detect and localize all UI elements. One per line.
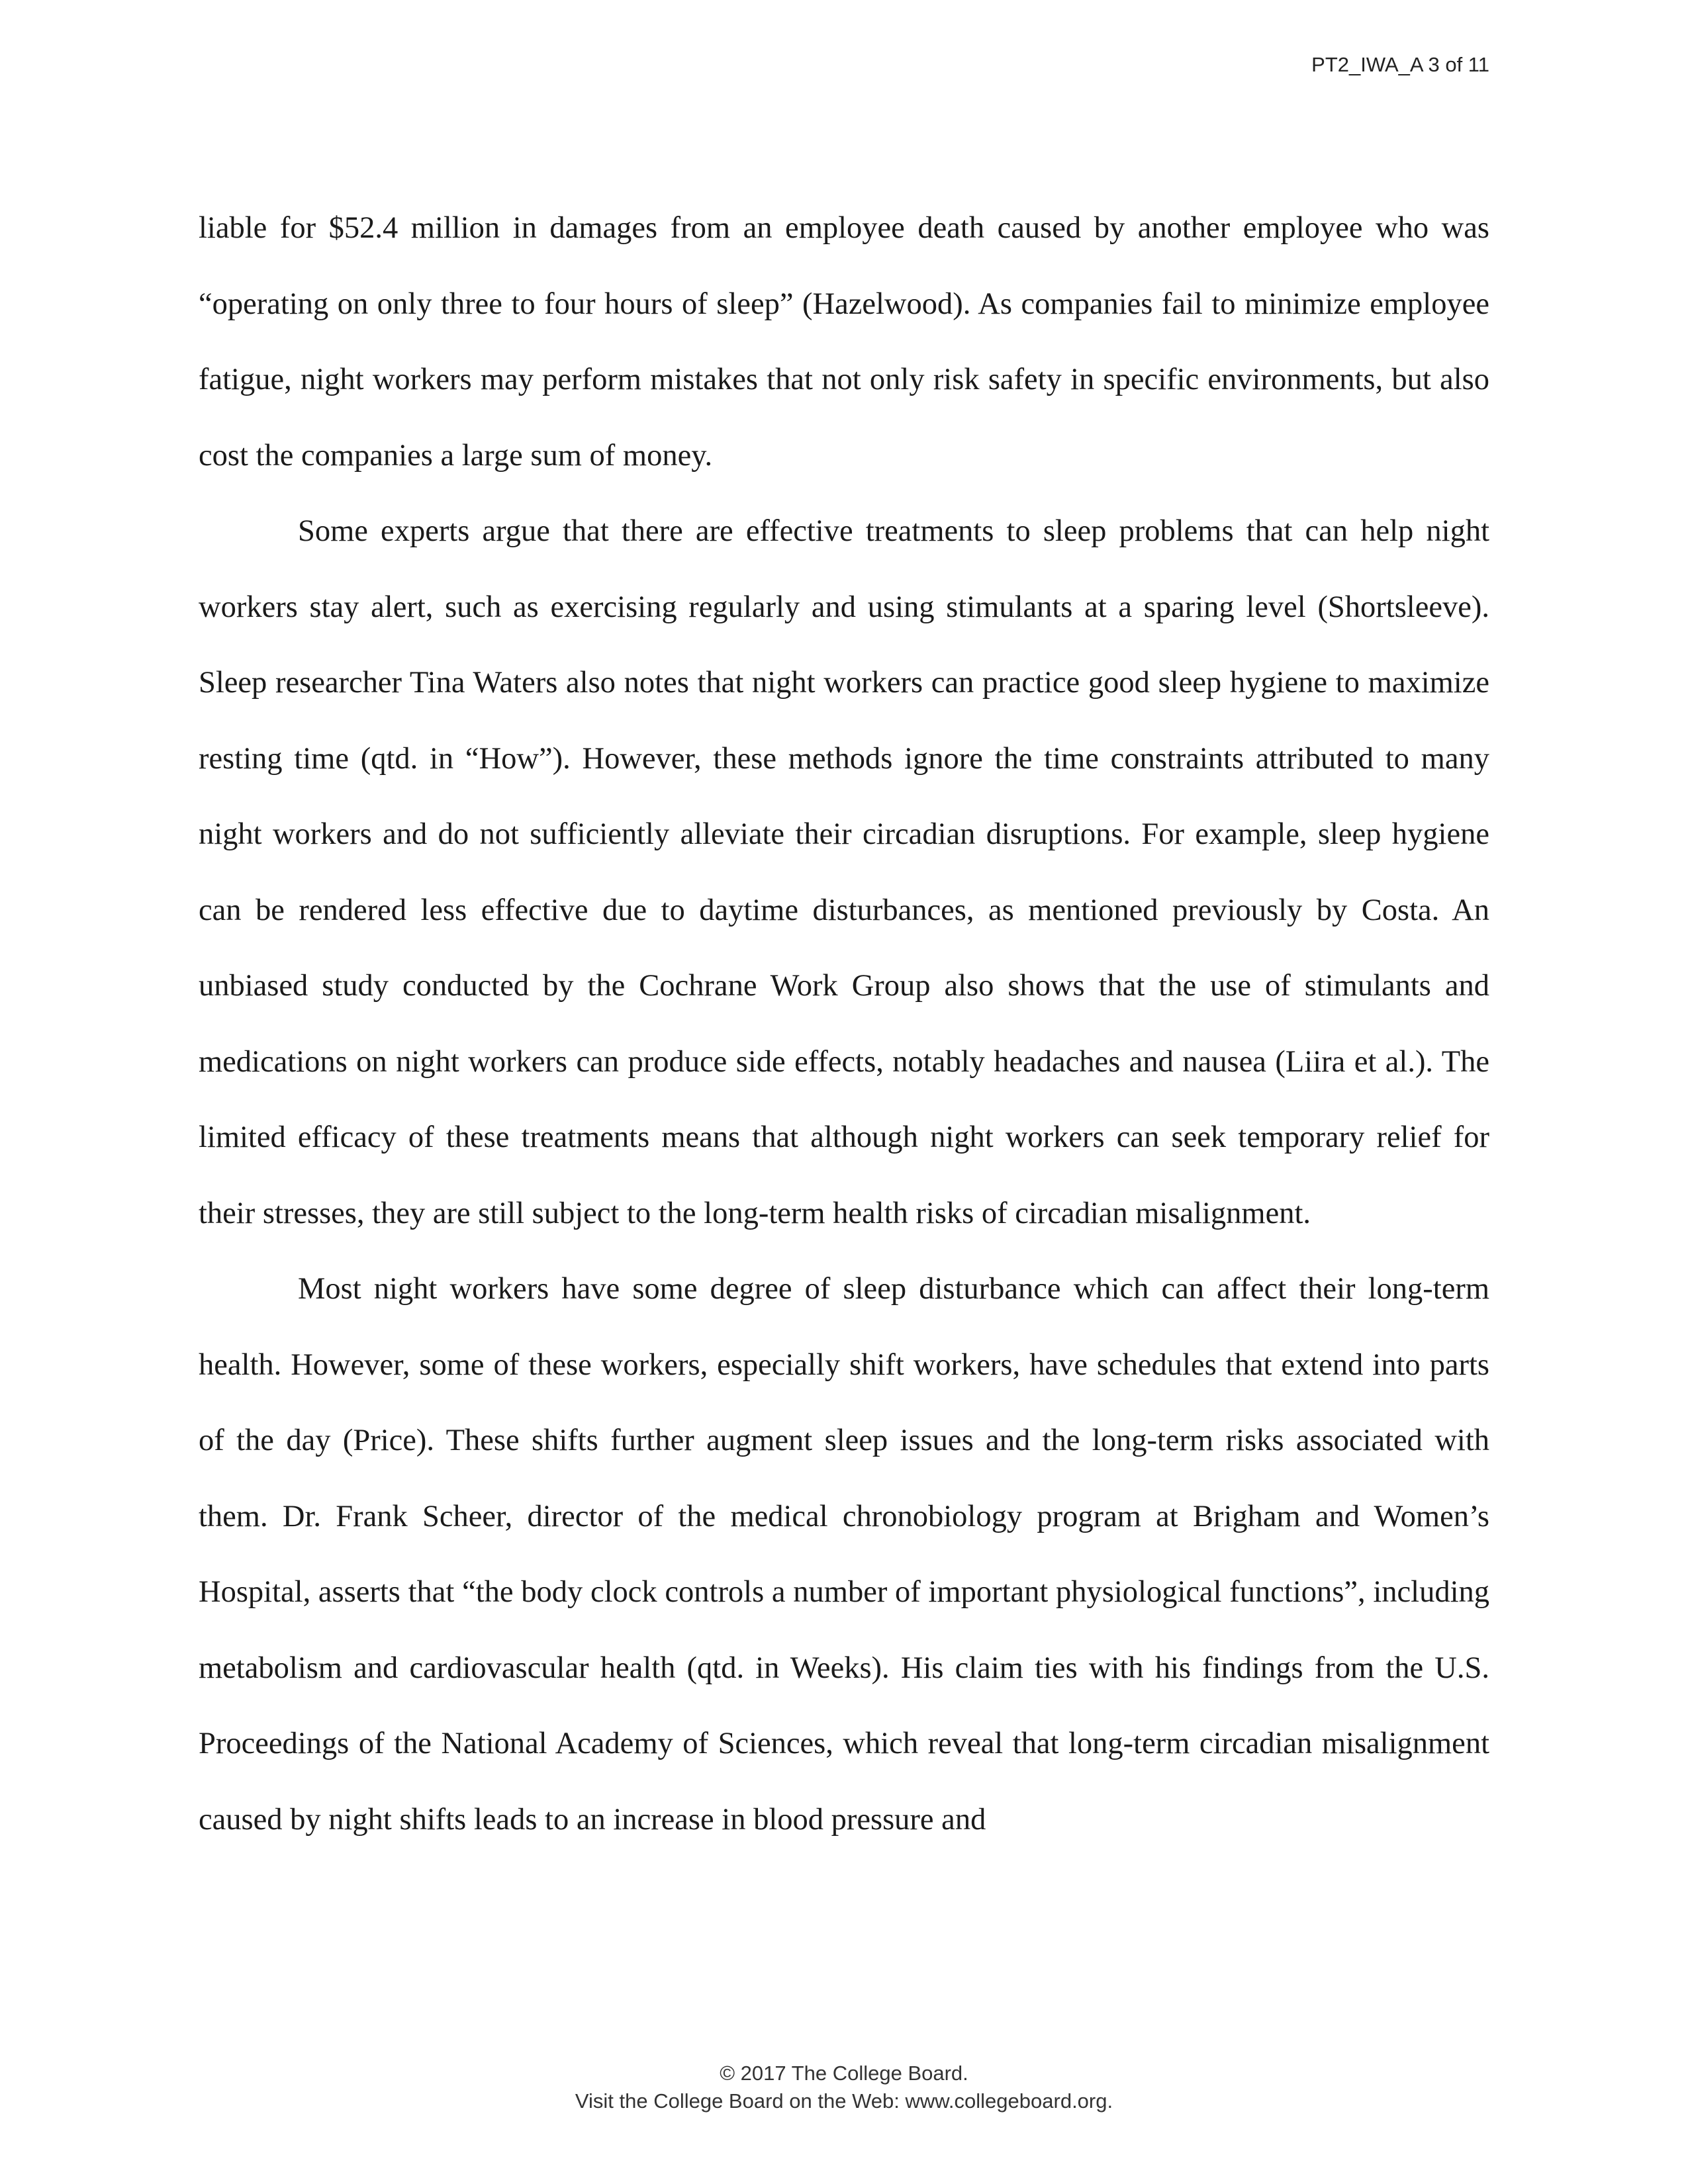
page-footer <box>0 2060 1688 2115</box>
paragraph-continued: liable for $52.4 million in damages from an employee death caused by another employee who was “operating on only three to four hours of sleep” (Hazelwood). As companies fail to minimize employee fatigue, night workers may perform mistakes that not only risk safety in specific environments, but also cost the companies a large sum of money. <box>199 211 1489 473</box>
essay-body <box>199 191 1489 1858</box>
paragraph-treatments: Some experts argue that there are effective treatments to sleep problems that can help night workers stay alert, such as exercising regularly and using stimulants at a sparing level (Shortsleeve). Sleep researcher Tina Waters also notes that night workers can practice good sleep hygiene to maximize resting time (qtd. in “How”). However, these methods ignore the time constraints attributed to many night workers and do not sufficiently alleviate their circadian disruptions. For example, sleep hygiene can be rendered less effective due to daytime disturbances, as mentioned previously by Costa. An unbiased study conducted by the Cochrane Work Group also shows that the use of stimulants and medications on night workers can produce side effects, notably headaches and nausea (Liira et al.). The limited efficacy of these treatments means that although night workers can seek temporary relief for their stresses, they are still subject to the long-term health risks of circadian misalignment. <box>199 514 1489 1230</box>
website-notice: Visit the College Board on the Web: www.collegeboard.org. <box>575 2089 1113 2113</box>
copyright-notice: © 2017 The College Board. <box>720 2062 968 2085</box>
paragraph-long-term-health: Most night workers have some degree of sleep disturbance which can affect their long-term health. However, some of these workers, especially shift workers, have schedules that extend into parts of the day (Price). These shifts further augment sleep issues and the long-term risks associated with them. Dr. Frank Scheer, director of the medical chronobiology program at Brigham and Women’s Hospital, asserts that “the body clock controls a number of important physiological functions”, including metabolism and cardiovascular health (qtd. in Weeks). His claim ties with his findings from the U.S. Proceedings of the National Academy of Sciences, which reveal that long-term circadian misalignment caused by night shifts leads to an increase in blood pressure and <box>199 1272 1489 1837</box>
page-number-header: PT2_IWA_A 3 of 11 <box>1311 53 1489 76</box>
